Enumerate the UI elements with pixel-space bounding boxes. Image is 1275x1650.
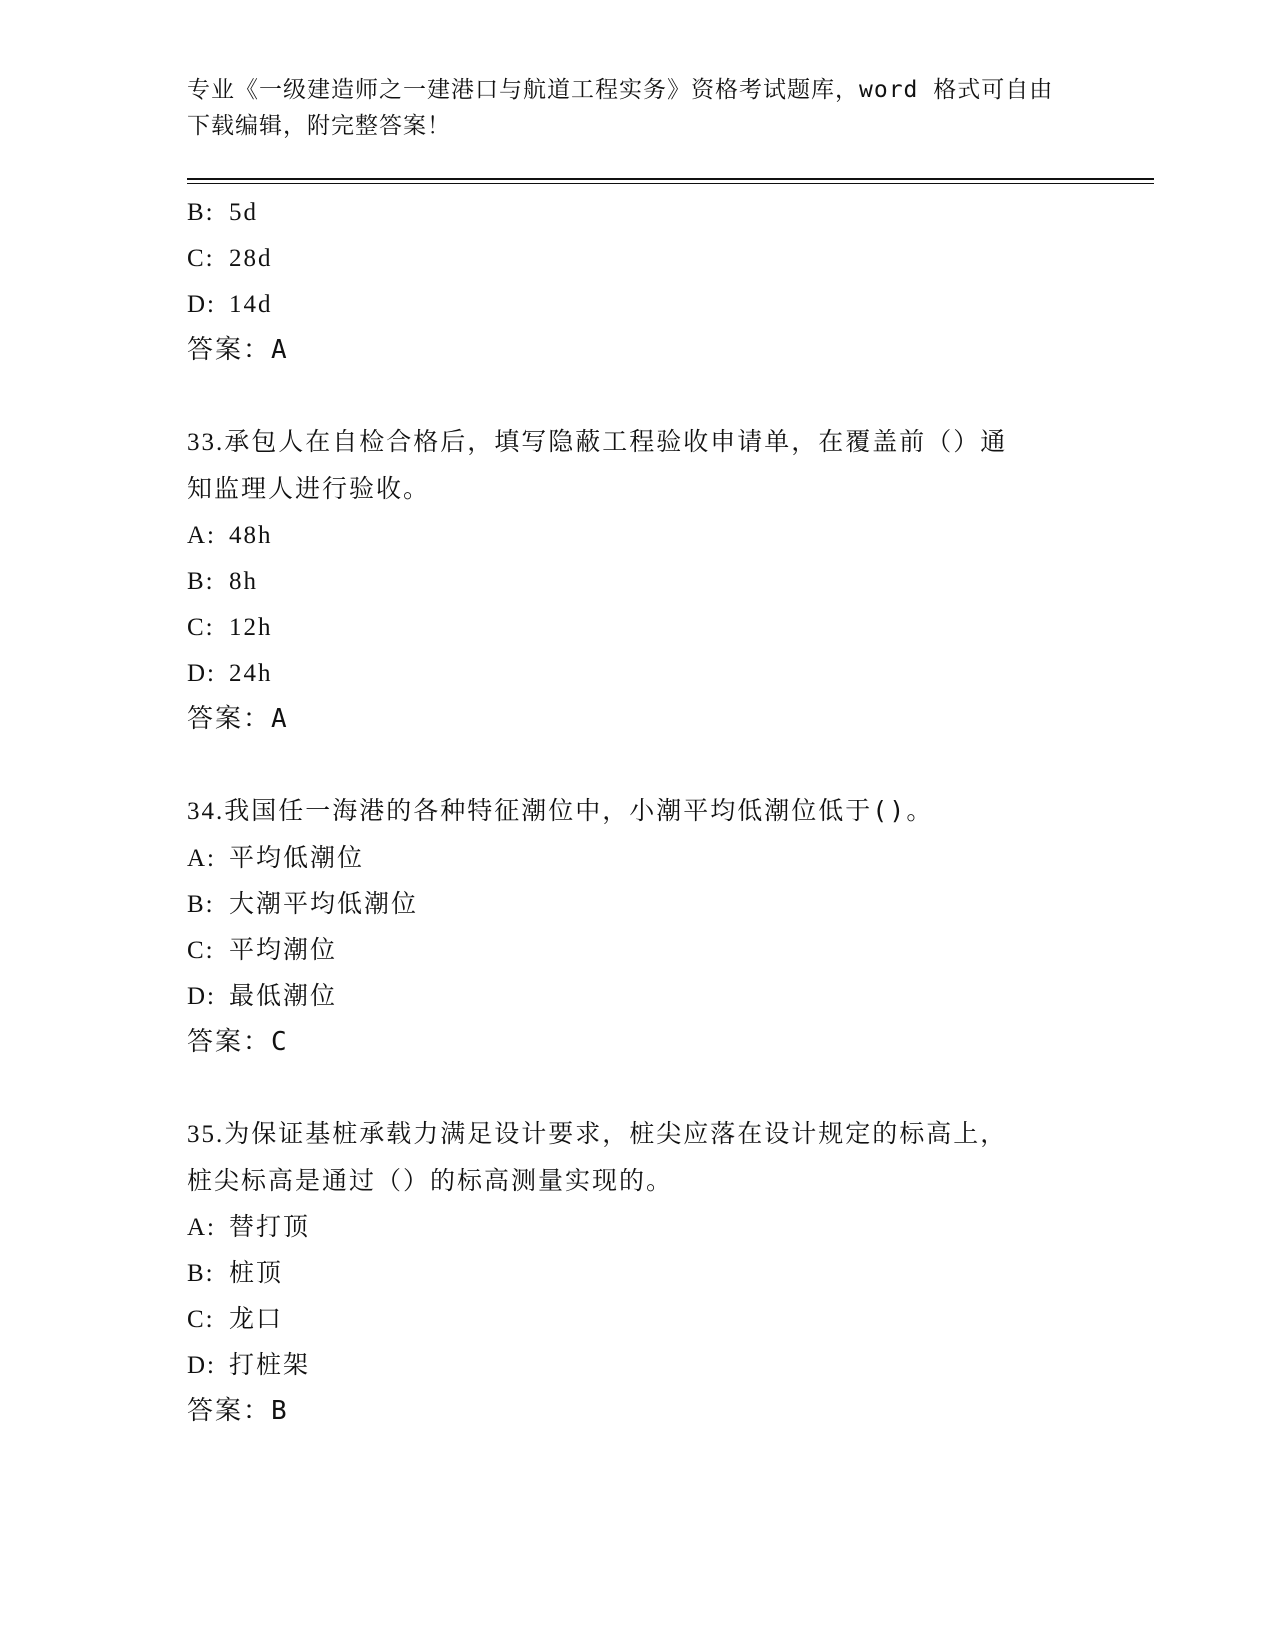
answer-label: 答案： (187, 1396, 272, 1426)
question-text-line-2: 桩尖标高是通过（）的标高测量实现的。 (187, 1166, 674, 1195)
question-text-line-1: 为保证基桩承载力满足设计要求，桩尖应落在设计规定的标高上， (224, 1119, 1008, 1148)
option-text: 最低潮位 (229, 983, 338, 1010)
option-d (187, 650, 1087, 696)
option-text: 平均低潮位 (229, 845, 365, 872)
option-text: 24h (229, 660, 273, 687)
header-line-1: 专业《一级建造师之一建港口与航道工程实务》资格考试题库，word 格式可自由 (187, 77, 1054, 103)
option-b (187, 1250, 1087, 1296)
answer-line (187, 696, 1087, 742)
option-c (187, 1296, 1087, 1342)
option-text: 5d (229, 199, 258, 226)
page-header (187, 72, 1087, 144)
header-line-2: 下载编辑，附完整答案！ (187, 113, 451, 139)
option-text: 大潮平均低潮位 (229, 891, 419, 918)
option-letter: C: (187, 245, 215, 272)
option-text: 8h (229, 568, 258, 595)
option-letter: D: (187, 660, 216, 687)
question-stem (187, 788, 1087, 835)
answer-label: 答案： (187, 1027, 272, 1057)
option-letter: B: (187, 199, 215, 226)
option-b (187, 189, 1087, 235)
option-b (187, 881, 1087, 927)
option-b (187, 558, 1087, 604)
option-d (187, 281, 1087, 327)
option-letter: A: (187, 522, 216, 549)
option-a (187, 835, 1087, 881)
answer-line (187, 1019, 1087, 1065)
question-number: 33. (187, 429, 225, 456)
question-stem (187, 419, 1087, 512)
option-letter: C: (187, 937, 215, 964)
answer-value: A (271, 335, 289, 365)
answer-line (187, 1388, 1087, 1434)
answer-value: C (271, 1027, 289, 1057)
option-c (187, 235, 1087, 281)
option-d (187, 1342, 1087, 1388)
answer-label: 答案： (187, 335, 272, 365)
option-text: 48h (229, 522, 273, 549)
option-letter: D: (187, 983, 216, 1010)
answer-value: A (271, 704, 289, 734)
option-text: 平均潮位 (229, 937, 338, 964)
option-c (187, 604, 1087, 650)
option-a (187, 1204, 1087, 1250)
option-c (187, 927, 1087, 973)
option-letter: A: (187, 1214, 216, 1241)
option-letter: C: (187, 614, 215, 641)
option-text: 桩顶 (229, 1260, 284, 1287)
question-text-line-2: 知监理人进行验收。 (187, 474, 431, 503)
question-35 (187, 1111, 1087, 1434)
question-number: 35. (187, 1121, 225, 1148)
question-number: 34. (187, 798, 225, 825)
question-text-line-1: 承包人在自检合格后，填写隐蔽工程验收申请单，在覆盖前（）通 (224, 427, 1008, 456)
question-content (187, 189, 1087, 1434)
option-letter: B: (187, 1260, 215, 1287)
answer-value: B (271, 1396, 289, 1426)
header-divider (187, 178, 1154, 184)
question-34 (187, 788, 1087, 1065)
option-letter: B: (187, 891, 215, 918)
option-text: 龙口 (229, 1306, 284, 1333)
question-text-line-1: 我国任一海港的各种特征潮位中，小潮平均低潮位低于()。 (224, 796, 934, 825)
option-text: 14d (229, 291, 273, 318)
option-text: 12h (229, 614, 273, 641)
option-text: 替打顶 (229, 1214, 311, 1241)
answer-line (187, 327, 1087, 373)
option-letter: A: (187, 845, 216, 872)
question-33 (187, 419, 1087, 742)
option-d (187, 973, 1087, 1019)
option-letter: C: (187, 1306, 215, 1333)
option-text: 打桩架 (229, 1352, 311, 1379)
option-letter: D: (187, 291, 216, 318)
option-letter: D: (187, 1352, 216, 1379)
option-text: 28d (229, 245, 273, 272)
question-stem (187, 1111, 1087, 1204)
option-letter: B: (187, 568, 215, 595)
prev-question-options (187, 189, 1087, 373)
option-a (187, 512, 1087, 558)
answer-label: 答案： (187, 704, 272, 734)
